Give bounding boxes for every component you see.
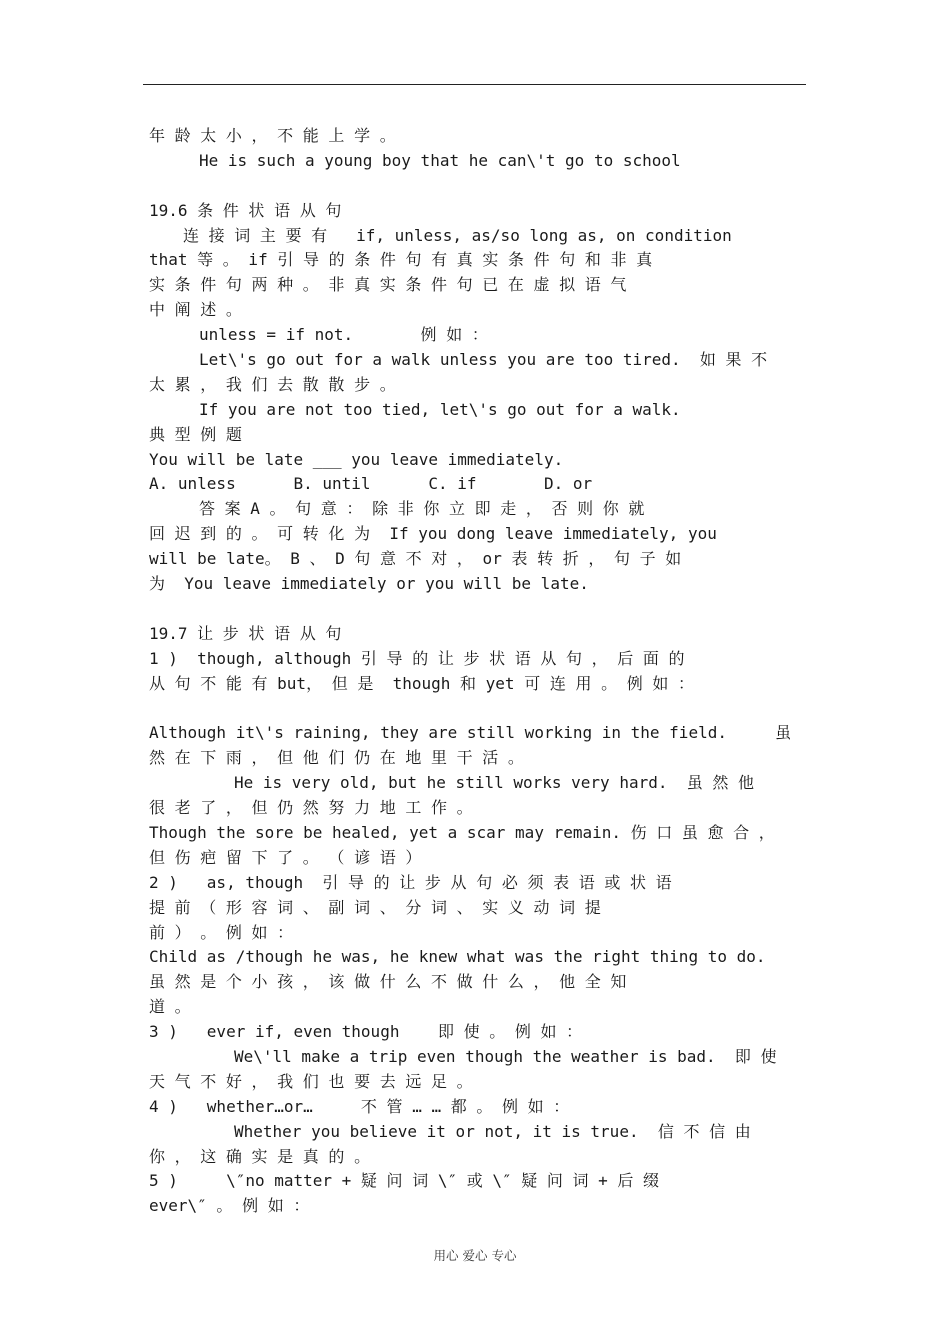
text-line: He is such a young boy that he can\'t go to school (199, 150, 681, 170)
text-line: Child as /though he was, he knew what was the right thing to do. (149, 947, 766, 967)
text-line: 虽 然 是 个 小 孩 ， 该 做 什 么 不 做 什 么 ， 他 全 知 (149, 972, 627, 992)
text-line: 回 迟 到 的 。 可 转 化 为 If you dong leave immediately, you (149, 524, 717, 544)
text-line: 4 ) whether…or… 不 管 … … 都 。 例 如 ： (149, 1096, 570, 1116)
text-line: You will be late ___ you leave immediately. (149, 449, 564, 469)
text-line: 3 ) ever if, even though 即 使 。 例 如 ： (149, 1022, 583, 1042)
text-line: that 等 。 if 引 导 的 条 件 句 有 真 实 条 件 句 和 非 真 (149, 250, 653, 270)
text-line: 5 ) \″no matter + 疑 问 词 \″ 或 \″ 疑 问 词 + 后 缀 (149, 1171, 660, 1191)
text-line: 实 条 件 句 两 种 。 非 真 实 条 件 句 已 在 虚 拟 语 气 (149, 275, 627, 295)
document-body (149, 124, 811, 1219)
text-line: 道 。 (149, 997, 191, 1017)
header-rule (143, 84, 806, 85)
text-line: 从 句 不 能 有 but， 但 是 though 和 yet 可 连 用 。 例 如 ： (149, 673, 694, 693)
text-line: 答 案 A 。 句 意 ： 除 非 你 立 即 走 ， 否 则 你 就 (199, 499, 645, 519)
text-line: 连 接 词 主 要 有 if, unless, as/so long as, on condition (183, 225, 732, 245)
text-line: 1 ) though, although 引 导 的 让 步 状 语 从 句 ， 后 面 的 (149, 648, 685, 668)
text-line: A. unless B. until C. if D. or (149, 474, 593, 494)
text-line: ever\″ 。 例 如 ： (149, 1196, 310, 1216)
text-line: Let\'s go out for a walk unless you are too tired. 如 果 不 (199, 350, 768, 370)
text-line: 前 ） 。 例 如 ： (149, 922, 294, 942)
text-line: 但 伤 疤 留 下 了 。 （ 谚 语 ） (149, 847, 422, 867)
text-line: 年 龄 太 小 ， 不 能 上 学 。 (149, 126, 396, 145)
text-line: 19.7 让 步 状 语 从 句 (149, 623, 342, 643)
text-line: 中 阐 述 。 (149, 300, 242, 320)
text-line: 然 在 下 雨 ， 但 他 们 仍 在 地 里 干 活 。 (149, 748, 524, 768)
text-line: 天 气 不 好 ， 我 们 也 要 去 远 足 。 (149, 1071, 473, 1091)
text-line: 19.6 条 件 状 语 从 句 (149, 200, 342, 220)
text-line: unless = if not. 例 如 ： (199, 325, 488, 345)
text-line: 你 ， 这 确 实 是 真 的 。 (149, 1146, 371, 1166)
page-footer: 用心 爱心 专心 (433, 1248, 517, 1263)
text-line: We\'ll make a trip even though the weather is bad. 即 使 (234, 1046, 777, 1066)
text-line: Although it\'s raining, they are still working in the field. 虽 (149, 723, 792, 743)
text-line: If you are not too tied, let\'s go out for a walk. (199, 399, 681, 419)
text-line: 太 累 ， 我 们 去 散 散 步 。 (149, 374, 396, 394)
blank-line (149, 696, 811, 721)
blank-line (149, 174, 811, 199)
text-line: 为 You leave immediately or you will be late. (149, 574, 589, 594)
text-line: 2 ) as, though 引 导 的 让 步 从 句 必 须 表 语 或 状 语 (149, 872, 672, 892)
text-line: He is very old, but he still works very hard. 虽 然 他 (234, 773, 755, 793)
text-line: 典 型 例 题 (149, 424, 242, 444)
text-line: will be late。 B 、 D 句 意 不 对 ， or 表 转 折 ， 句 子 如 (149, 549, 682, 569)
text-line: Whether you believe it or not, it is true. 信 不 信 由 (234, 1121, 751, 1141)
text-line: Though the sore be healed, yet a scar may remain. 伤 口 虽 愈 合 ， (149, 822, 775, 842)
text-line: 很 老 了 ， 但 仍 然 努 力 地 工 作 。 (149, 798, 473, 818)
blank-line (149, 597, 811, 622)
text-line: 提 前 （ 形 容 词 、 副 词 、 分 词 、 实 义 动 词 提 (149, 897, 601, 917)
